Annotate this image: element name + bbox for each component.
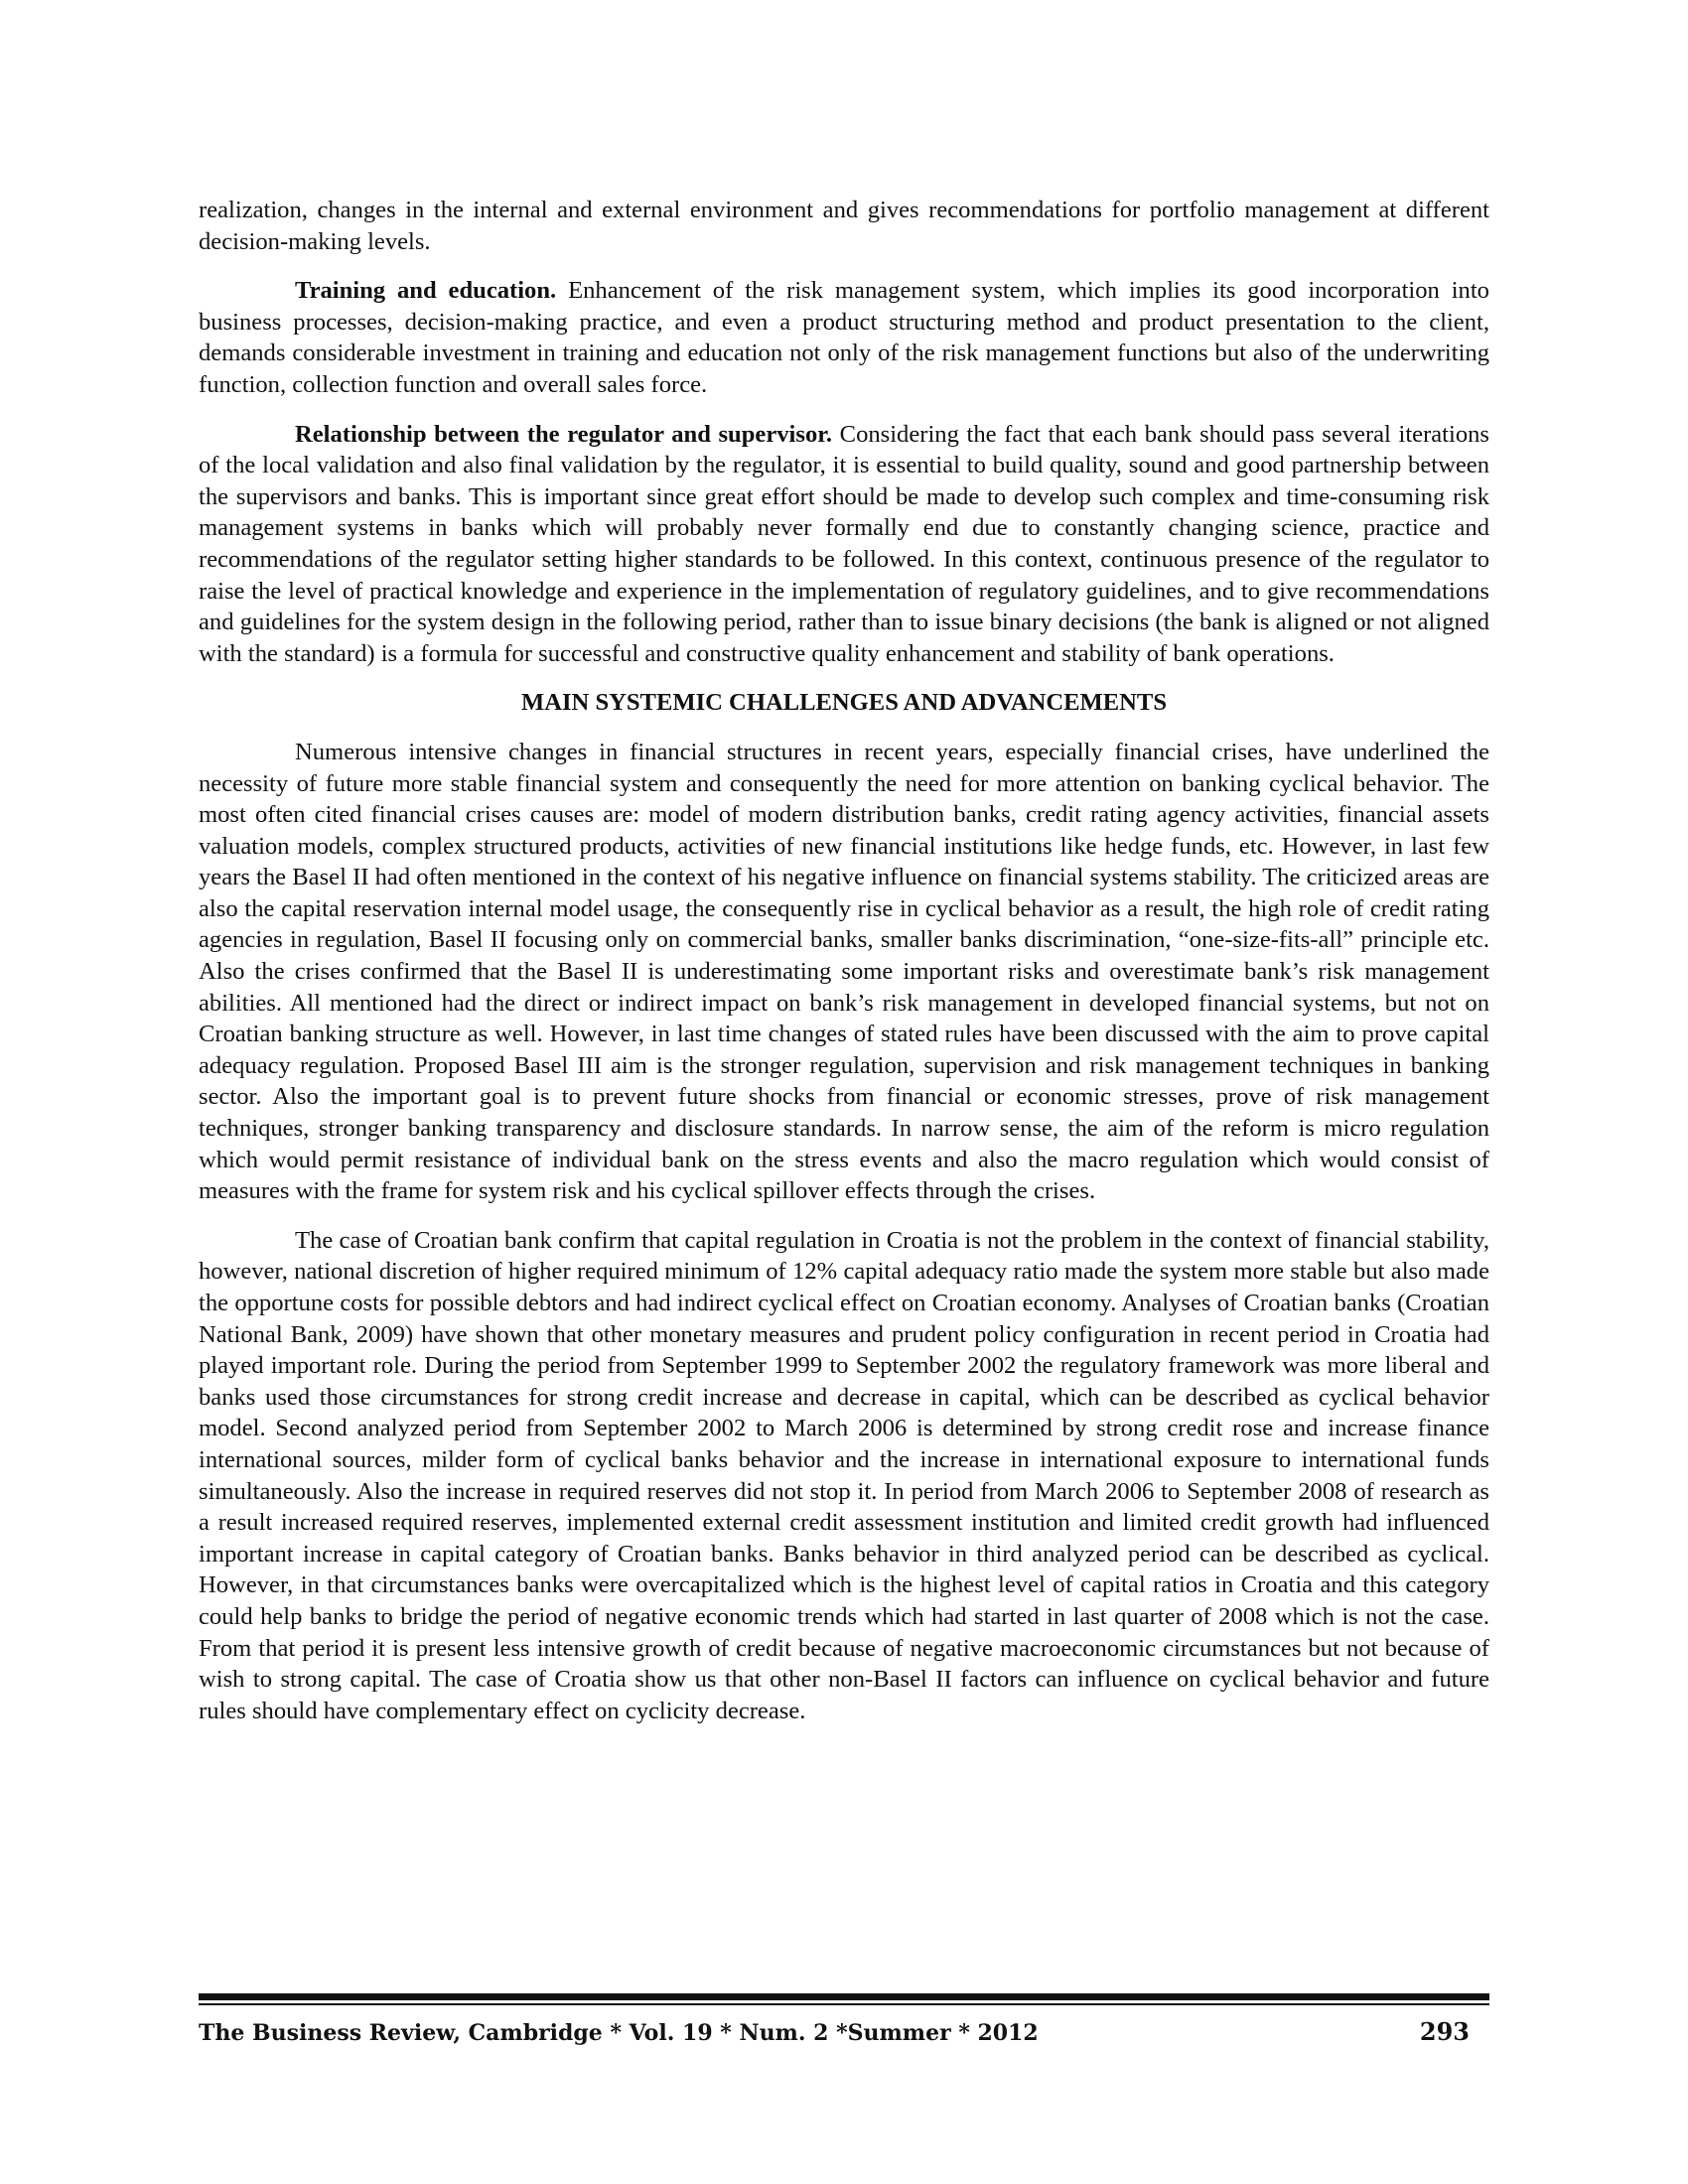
journal-citation: The Business Review, Cambridge * Vol. 19 * Num. 2 *Summer * 2012 bbox=[199, 2020, 1039, 2046]
paragraph-text: Enhancement of the risk management system, which implies its good incorporation into business processes, decision-making practice, and even a product structuring method and product presentation to the client, demands considerable investment in training and education not only of the risk management functions but also of the underwriting function, collection function and overall sales force. bbox=[199, 277, 1489, 398]
page-body bbox=[199, 195, 1489, 1744]
paragraph-training-education bbox=[199, 275, 1489, 400]
footer-rule-thin bbox=[199, 2003, 1489, 2005]
footer-line bbox=[199, 2017, 1489, 2046]
paragraph-croatian-case: The case of Croatian bank confirm that capital regulation in Croatia is not the problem in the context of financial stability, however, national discretion of higher required minimum of 12% capital adequacy ratio made the system more stable but also made the opportune costs for possible debtors and had indirect cyclical effect on Croatian economy. Analyses of Croatian banks (Croatian National Bank, 2009) have shown that other monetary measures and prudent policy configuration in recent period in Croatia had played important role. During the period from September 1999 to September 2002 the regulatory framework was more liberal and banks used those circumstances for strong credit increase and decrease in capital, which can be described as cyclical behavior model. Second analyzed period from September 2002 to March 2006 is determined by strong credit rose and increase finance international sources, milder form of cyclical banks behavior and the increase in international exposure to international funds simultaneously. Also the increase in required reserves did not stop it. In period from March 2006 to September 2008 of research as a result increased required reserves, implemented external credit assessment institution and limited credit growth had influenced important increase in capital category of Croatian banks. Banks behavior in third analyzed period can be described as cyclical. However, in that circumstances banks were overcapitalized which is the highest level of capital ratios in Croatia and this category could help banks to bridge the period of negative economic trends which had started in last quarter of 2008 which is not the case. From that period it is present less intensive growth of credit because of negative macroeconomic circumstances but not because of wish to strong capital. The case of Croatia show us that other non-Basel II factors can influence on cyclical behavior and future rules should have complementary effect on cyclicity decrease. bbox=[199, 1226, 1489, 1724]
paragraph-continuation bbox=[199, 195, 1489, 257]
section-heading: MAIN SYSTEMIC CHALLENGES AND ADVANCEMENTS bbox=[520, 689, 1168, 717]
paragraph-lead: Relationship between the regulator and supervisor. bbox=[295, 420, 833, 448]
paragraph-lead: Training and education. bbox=[295, 277, 557, 305]
page-number: 293 bbox=[1419, 2017, 1470, 2046]
paragraph-regulator-supervisor bbox=[199, 419, 1489, 670]
footer-rule-thick bbox=[199, 1993, 1489, 2000]
paragraph-financial-crises: Numerous intensive changes in financial structures in recent years, especially financial crises, have underlined the necessity of future more stable financial system and consequently the need for more attention on banking cyclical behavior. The most often cited financial crises causes are: model of modern distribution banks, credit rating agency activities, financial assets valuation models, complex structured products, activities of new financial institutions like hedge funds, etc. However, in last few years the Basel II had often mentioned in the context of his negative influence on financial systems stability. The criticized areas are also the capital reservation internal model usage, the consequently rise in cyclical behavior as a result, the high role of credit rating agencies in regulation, Basel II focusing only on commercial banks, smaller banks discrimination, “one-size-fits-all” principle etc. Also the crises confirmed that the Basel II is underestimating some important risks and overestimate bank’s risk management abilities. All mentioned had the direct or indirect impact on bank’s risk management in developed financial systems, but not on Croatian banking structure as well. However, in last time changes of stated rules have been discussed with the aim to prove capital adequacy regulation. Proposed Basel III aim is the stronger regulation, supervision and risk management techniques in banking sector. Also the important goal is to prevent future shocks from financial or economic stresses, prove of risk management techniques, stronger banking transparency and disclosure standards. In narrow sense, the aim of the reform is micro regulation which would permit resistance of individual bank on the stress events and also the macro regulation which would consist of measures with the frame for system risk and his cyclical spillover effects through the crises. bbox=[199, 738, 1489, 1205]
paragraph-text: Considering the fact that each bank should pass several iterations of the local validation and also final validation by the regulator, it is essential to build quality, sound and good partnership between the supervisors and banks. This is important since great effort should be made to develop such complex and time-consuming risk management systems in banks which will probably never formally end due to constantly changing science, practice and recommendations of the regulator setting higher standards to be followed. In this context, continuous presence of the regulator to raise the level of practical knowledge and experience in the implementation of regulatory guidelines, and to give recommendations and guidelines for the system design in the following period, rather than to issue binary decisions (the bank is aligned or not aligned with the standard) is a formula for successful and constructive quality enhancement and stability of bank operations. bbox=[199, 420, 1489, 667]
page-footer bbox=[199, 1993, 1489, 2046]
paragraph-text: realization, changes in the internal and external environment and gives recommendations for portfolio management at different decision-making levels. bbox=[199, 197, 1489, 255]
